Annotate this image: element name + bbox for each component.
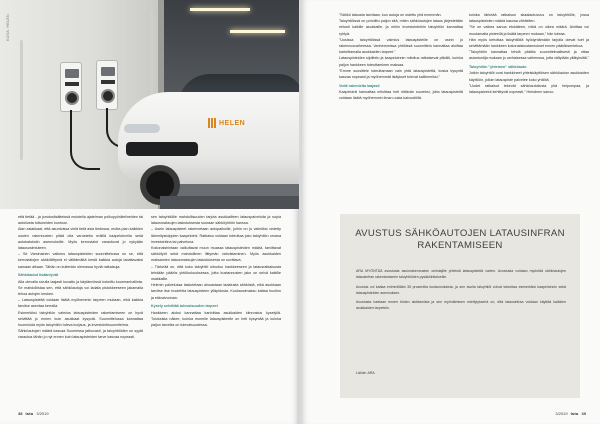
subheading: Kysely selvittää tulevaisuuden tarpeet [151,304,218,309]
charger-right [96,60,118,110]
left-column-1: että tietää - ja jonotuslisätteissä muistella ajatelman polkupyörätelineiden tai autoilusta tottuneiden kuntoon. Alan asiakkaat, että asuntoissa vielä tietä asia tiedossa, mutta pian kaikkien uusien rakennusten pitää olla varustettu eräillä kaapeloinnilla sekä autokatoksiin asennuksille. Myös kerrostalot varautuvat jo nykyään latausvalmiuteen. – Se Varsinainen vaikeus latauspisteiden suunnittelussa on se, että kerrostalojen sähköliittymä ei välttämättä kestä kaikkia autoja ladattavaksi samaan aikaan. Tähän on kuitenkin olemassa hyviä ratkaisuja. Sähköautot lisääntyvät Alla olevalla sivulla laajasti kuvattu ja käytännössä kokeiltu kuormanhallinta. Se mahdollistaa sen, että sähköautoja voi ladata pistokkeeseen jakamalla tehoa autojen kesken. – Latauspisteitä voidaan lisätä myöhemmin tarpeen mukaan, eikä kaikkia tarvitse asentaa kerralla. Esimerkiksi taloyhtiön valmius latauspisteiden rakentamiseen on hyvä selvittää jo ennen kuin asukkaat kysyvät. Suunnittelussa kannattaa huomioida myös taloyhtiön tuleva korjaus- ja investointisuunnitelma. Sähköautojen määrä kasvaa Suomessa jatkuvasti, ja taloyhtiöiden on syytä varautua tähän jo nyt ennen kuin latauspisteiden tarve kasvaa nopeasti. [18,215,143,340]
sidebar-title: AVUSTUS SÄHKÖAUTOJEN LATAUSINFRAN RAKENTAMISEEN [355,228,565,251]
sidebar-text: ARA MYÖNTÄÄ avustusta asuinrakennusten omistajille yhteisiä latauspisteitä varten. Avustusta voidaan myöntää sähköautojen latausinfran rakentamiseen taloyhtiöiden pysäköintialueille. Avustus voi kattaa enimmillään 35 prosenttia kustannuksista, ja sen avulla taloyhtiöt voivat toteuttaa esimerkiksi kaapeloinnin sekä latauspisteiden asennuksen. Avustusta haetaan ennen töiden aloittamista ja sen myöntämisen edellytyksenä on, että latausinfraa voidaan käyttää kaikkien asukkaiden tarpeisiin. [356,269,566,310]
page-folio-right: 3/2019 Isto 39 [555,411,586,416]
charger-left [60,62,82,112]
photo-credit: KUVA: HELEN [6,14,10,41]
helen-logo: HELEN [208,118,245,128]
right-column-1: "Sähkö latausta tarvitaan, kun autoja on ostettu yhä enemmän. Taloyhtiöissä on pohdittu paljon sitä, miten sähköautojen lataus järjestetään reilusti kaikille asukkaille, ja mihin investointeihin taloyhtiön kannattaa ryhtyä. "Uusissa taloyhtiöissä valmius latauspisteille on usein jo rakennusvaiheessa. Vanhemmissa yhtiöissä suunnittelu kannattaa aloittaa kartoittamalla asukkaiden tarpeet." Latauspisteiden sijoittelu ja kaapeloinnin mitoitus ratkaisevat pitkälti, kuinka paljon hankkeen toteuttaminen maksaa. "Emme suosittele toteuttamaan vain yhtä latauspistettä, koska kysyntä kasvaa nopeasti ja myöhemmät lisäykset tulevat kalliimmiksi." Vedä rakenteita laajasti Kaapelointi kannattaa mitoittaa heti riittävän suureksi, jotta latauspisteitä voidaan lisätä myöhemmin ilman uusia kaivuutöitä. [339,13,463,101]
left-page [0,0,299,424]
sidebar-source: Lähde: ARA [356,371,375,375]
left-column-2: sen taloyhtiöille mahdollisuuden tarjota asukkailleen latauspalveluita ja sopia latausmaksujen laskutuksesta suoraan sähköyhtiön kanssa. – Usein latauspisteet rakennetaan autopaikoille, joihin on jo valmiiksi vedetty lämmitystolppien kaapelointi. Ratkaisu voidaan toteuttaa joko taloyhtiön omana investointina tai palveluna. Kokonaishintaan vaikuttavat muun muassa latauspisteiden määrä, tarvittavat sähkötyöt sekä mahdollinen liittymän vahvistaminen. Myös asukkaiden maksamien latausmaksujen laskutuksesta on sovittava. – Tärkeää on, että koko taloyhtiö sitoutuu hankkeeseen ja latausratkaisusta tehdään päätös yhtiökokouksessa, jotta kustannusten jako on selvä kaikille osakkaille. Helenin palvelussa laskutetaan ainoastaan ladatusta sähköstä, eikä asukkaan tarvitse itse huolehtia latauspisteen ylläpidosta. Kuukausimaksu kattaa huollon ja etävalvonnan. Kysely selvittää tulevaisuuden tarpeet Hankkeen aluksi kannattaa kartoittaa asukkaiden kiinnostus kyselyllä. Tuloksista näkee, kuinka monelle latauspisteelle on heti kysyntää ja kuinka paljon tarvetta on tulevaisuudessa. [151,215,281,327]
subheading: Taloyhtiön "yhteinen" sähköauto [469,65,527,70]
subheading: Sähköautot lisääntyvät [18,273,59,278]
photo-car-charging [0,0,299,209]
subheading: Vedä rakenteita laajasti [339,83,380,88]
right-column-2: kuinka tärkeää ratkaisun skaalautuvuus on taloyhtiölle, jossa latauspisteiden määrä kasvaa vähitellen. "Se on vaikea sanoa etukäteen, mikä on oikea määrä. Aloittaa voi muutamalla pisteellä ja lisätä tarpeen mukaan," hän toteaa. Hän myös kehottaa taloyhtiöitä hyödyntämään tarjolla olevat tuet ja selvittämään hankkeen kokonaiskustannukset ennen päätöksentekoa. "Taloyhtiön kannattaa tehdä päätös suunnitelmallisesti ja ottaa asiantuntija mukaan jo varhaisessa vaiheessa, jotta vältytään yllätyksiltä." Taloyhtiön "yhteinen" sähköauto Jotkin taloyhtiöt ovat hankkineet yhteiskäyttöisen sähköauton asukkaiden käyttöön, jolloin latauspiste palvelee koko yhtiötä. "Uudet ratkaisut tekevät sähköautoilusta yhä helpompaa, ja latauspalvelut kehittyvät nopeasti," Heinänen sanoo. [469,13,589,94]
page-folio-left: 38 Isto 3/2019 [18,411,49,416]
